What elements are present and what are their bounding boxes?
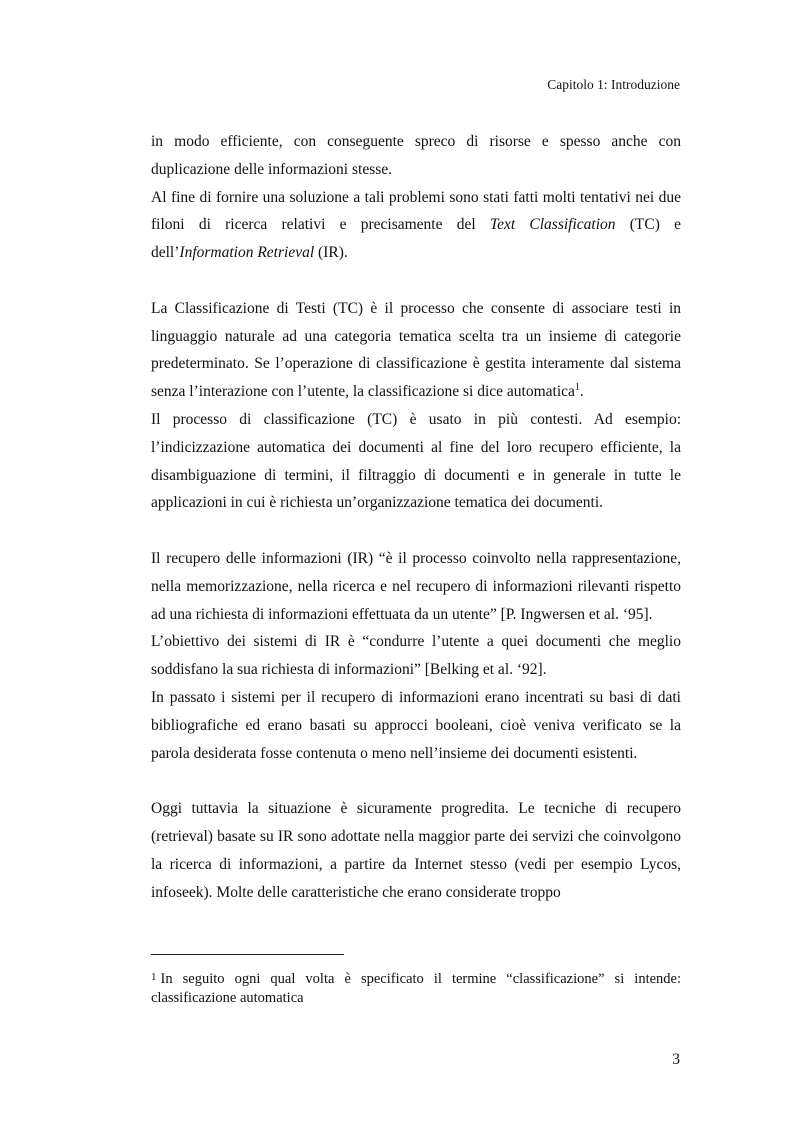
text-run: . — [579, 383, 584, 401]
paragraph: in modo efficiente, con conseguente spreco di risorse e spesso anche con duplicazione delle informazioni stesse. — [151, 133, 681, 178]
text-run: (TC) e dell’ — [151, 216, 681, 262]
paragraph: L’obiettivo dei sistemi di IR è “condurre l’utente a quei documenti che meglio soddisfano la sua richiesta di informazioni” [Belking et al. ‘92]. — [151, 633, 681, 679]
text-run: (IR). — [314, 244, 348, 262]
paragraph: Il processo di classificazione (TC) è usato in più contesti. Ad esempio: l’indicizzazione automatica dei documenti al fine del loro recupero efficiente, la disambiguazione di termini, il filtraggio di documenti e in generale in tutte le applicazioni in cui è richiesta un’organizzazione tematica dei documenti. — [151, 410, 681, 512]
running-header: Capitolo 1: Introduzione — [547, 77, 680, 92]
footnote-reference: 1 — [574, 382, 580, 394]
paragraph: Il recupero delle informazioni (IR) “è il processo coinvolto nella rappresentazione, nella memorizzazione, nella ricerca e nel recupero di informazioni rilevanti rispetto ad una richiesta di informazioni effettuata da un utente” [P. Ingwersen et al. ‘95]. — [151, 549, 681, 623]
paragraph — [151, 184, 681, 267]
footnote-separator — [151, 954, 344, 955]
text-run: La Classificazione di Testi (TC) è il processo che consente di associare testi in linguaggio naturale ad una categoria tematica scelta tra un insieme di categorie predeterminato. Se l’operazione di classificazione è gestita interamente dal sistema senza l’interazione con l’utente, la classificazione si dice automatica — [151, 299, 681, 401]
text-run: Al fine di fornire una soluzione a tali problemi sono stati fatti molti tentativi nei due filoni di ricerca relativi e precisamente del — [151, 188, 681, 234]
term-text-classification: Text Classification — [489, 216, 616, 234]
footnote-mark: 1 — [151, 971, 157, 983]
footnote — [151, 970, 681, 1008]
body-text — [151, 128, 681, 906]
term-information-retrieval: Information Retrieval — [179, 244, 315, 262]
footnote-text: In seguito ogni qual volta è specificato il termine “classificazione” si intende: classificazione automatica — [151, 971, 681, 1006]
page-number: 3 — [672, 1051, 680, 1068]
paragraph: Oggi tuttavia la situazione è sicuramente progredita. Le tecniche di recupero (retrieval) basate su IR sono adottate nella maggior parte dei servizi che coinvolgono la ricerca di informazioni, a partire da Internet stesso (vedi per esempio Lycos, infoseek). Molte delle caratteristiche che erano considerate troppo — [151, 800, 681, 901]
paragraph: In passato i sistemi per il recupero di informazioni erano incentrati su basi di dati bibliografiche ed erano basati su approcci booleani, cioè veniva verificato se la parola desiderata fosse contenuta o meno nell’insieme dei documenti esistenti. — [151, 688, 681, 762]
paragraph — [151, 295, 681, 406]
